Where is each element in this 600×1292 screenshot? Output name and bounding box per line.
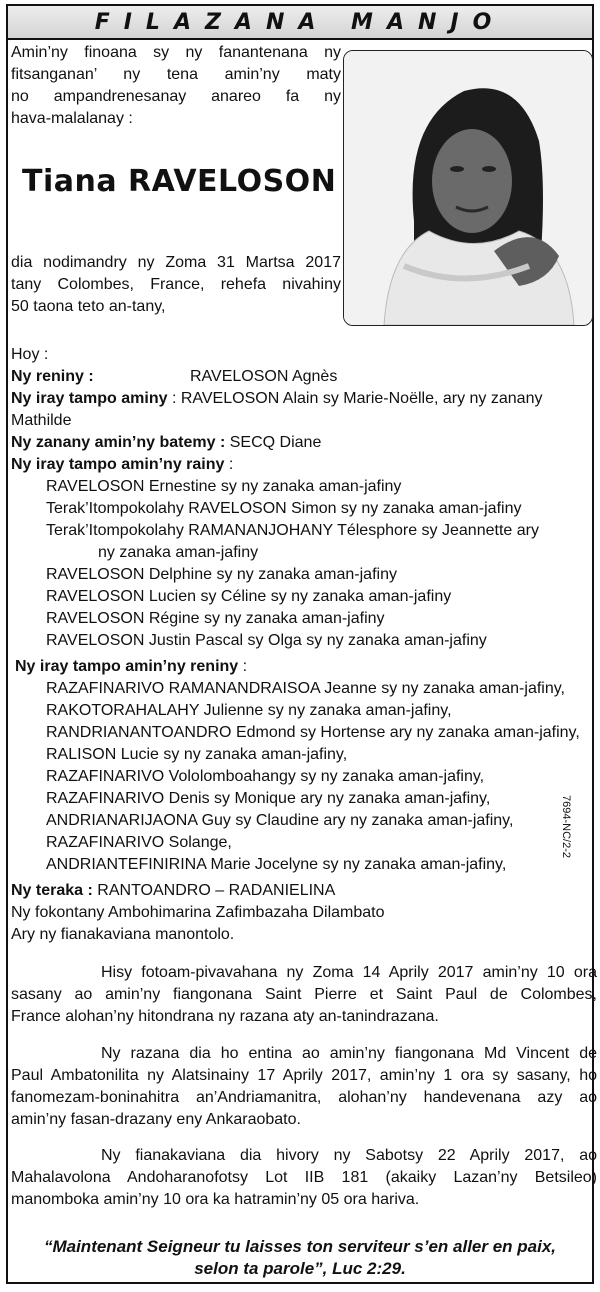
paragraph-ceremony — [11, 962, 597, 1028]
portrait-illustration — [344, 51, 592, 325]
portrait-photo — [343, 50, 593, 326]
siblings-row — [11, 388, 542, 410]
mother-name: RAVELOSON Agnès — [190, 368, 338, 385]
list-item: ANDRIANARIJAONA Guy sy Claudine ary ny zanaka aman-jafiny, — [46, 812, 514, 829]
list-item: RAKOTORAHALAHY Julienne sy ny zanaka aman-jafiny, — [46, 702, 452, 719]
list-item: RANDRIANANTOANDRO Edmond sy Hortense ary ny zanaka aman-jafiny, — [46, 724, 580, 741]
father-side-colon: : — [228, 456, 234, 473]
mother-side-list — [46, 678, 580, 876]
list-item: RAZAFINARIVO Solange, — [46, 834, 232, 851]
deceased-name: Tiana RAVELOSON — [22, 164, 337, 199]
list-item: RAVELOSON Justin Pascal sy Olga sy ny zanaka aman-jafiny — [46, 632, 487, 649]
list-item: ANDRIANTEFINIRINA Marie Jocelyne sy ny zanaka aman-jafiny, — [46, 856, 507, 873]
father-side-label: Ny iray tampo amin’ny rainy — [11, 456, 225, 473]
hoy-label: Hoy : — [11, 346, 49, 363]
sister-in-law-name: SECQ Diane — [229, 434, 322, 451]
intro-line: Amin’ny finoana sy ny fanantenana ny — [11, 44, 341, 61]
reference-code: 7694-NC/2-2 — [560, 795, 572, 858]
siblings-label: Ny iray tampo aminy — [11, 390, 168, 407]
list-item: Terak’Itompokolahy RAMANANJOHANY Télesphore sy Jeannette ary — [46, 522, 539, 539]
relatives-row — [11, 880, 335, 902]
death-info-line: dia nodimandry ny Zoma 31 Martsa 2017 — [11, 254, 341, 271]
mother-row — [11, 366, 94, 388]
list-item: ny zanaka aman-jafiny — [98, 544, 259, 561]
siblings-names: : RAVELOSON Alain sy Marie-Noëlle, ary ny zanany — [171, 390, 543, 407]
paragraph-line: sasany ao amin’ny fiangonana Saint Pierre et Saint Paul de Colombes, — [11, 986, 597, 1003]
quote-line: “Maintenant Seigneur tu laisses ton serviteur s’en aller en paix, — [43, 1237, 557, 1256]
mother-side-colon: : — [242, 658, 248, 675]
death-info-line: tany Colombes, France, rehefa nivahiny — [11, 276, 341, 293]
bible-quote — [0, 1236, 600, 1280]
intro-line: fitsanganan’ ny tena amin’ny maty — [11, 66, 341, 83]
intro-line: hava-malalanay : — [11, 110, 133, 127]
death-info — [11, 252, 341, 318]
list-item: RAVELOSON Delphine sy ny zanaka aman-jafiny — [46, 566, 397, 583]
intro-text — [11, 42, 341, 130]
sister-in-law-label: Ny zanany amin’ny batemy : — [11, 434, 226, 451]
paragraph-line: Paul Ambatonilita ny Alatsinainy 17 Aprily 2017, amin’ny 1 ora sy sasany, ho — [11, 1067, 597, 1084]
paragraph-line: Ny razana dia ho entina ao amin’ny fiangonana Md Vincent de — [101, 1045, 597, 1062]
sister-in-law-row — [11, 432, 321, 454]
intro-line: no ampandrenesanay anareo fa ny — [11, 88, 341, 105]
siblings-cont: Mathilde — [11, 412, 72, 429]
death-info-line: 50 taona teto an-tany, — [11, 298, 166, 315]
paragraph-line: Ny fianakaviana dia hivory ny Sabotsy 22 Aprily 2017, ao — [101, 1147, 597, 1164]
list-item: RAVELOSON Ernestine sy ny zanaka aman-jafiny — [46, 478, 402, 495]
father-side-list — [46, 476, 539, 652]
paragraph-gathering — [11, 1145, 597, 1211]
relatives-names: RANTOANDRO – RADANIELINA — [97, 882, 336, 899]
list-item: RALISON Lucie sy ny zanaka aman-jafiny, — [46, 746, 348, 763]
paragraph-line: Mahalavolona Andoharanofotsy Lot IIB 181 (akaiky Lazan’ny Betsileo) — [11, 1169, 597, 1186]
closing-line: Ary ny fianakaviana manontolo. — [11, 926, 235, 943]
relatives-label: Ny teraka : — [11, 882, 93, 899]
paragraph-burial — [11, 1043, 597, 1131]
paragraph-line: France alohan’ny hitondrana ny razana aty an-tanindrazana. — [11, 1008, 439, 1025]
paragraph-line: Hisy fotoam-pivavahana ny Zoma 14 Aprily 2017 amin’ny 10 ora — [101, 964, 597, 981]
mother-side-row — [15, 656, 247, 678]
list-item: RAZAFINARIVO RAMANANDRAISOA Jeanne sy ny zanaka aman-jafiny, — [46, 680, 565, 697]
fokontany-line: Ny fokontany Ambohimarina Zafimbazaha Dilambato — [11, 904, 385, 921]
list-item: RAZAFINARIVO Denis sy Monique ary ny zanaka aman-jafiny, — [46, 790, 491, 807]
father-side-row — [11, 454, 233, 476]
list-item: RAZAFINARIVO Vololomboahangy sy ny zanaka aman-jafiny, — [46, 768, 485, 785]
paragraph-line: fanomezam-boninahitra an’Andriamanitra, alohan’ny handevenana azy ao — [11, 1089, 597, 1106]
list-item: RAVELOSON Lucien sy Céline sy ny zanaka aman-jafiny — [46, 588, 452, 605]
paragraph-line: manomboka amin’ny 10 ora ka hatramin’ny 05 ora hariva. — [11, 1191, 420, 1208]
quote-line: selon ta parole”, Luc 2:29. — [194, 1259, 406, 1278]
notice-header — [8, 6, 592, 40]
paragraph-line: amin’ny fasan-drazany eny Ankaraobato. — [11, 1111, 301, 1128]
mother-side-label: Ny iray tampo amin’ny reniny — [15, 658, 239, 675]
mother-label: Ny reniny : — [11, 368, 94, 385]
notice-title: FILAZANA MANJO — [94, 9, 506, 35]
list-item: Terak’Itompokolahy RAVELOSON Simon sy ny zanaka aman-jafiny — [46, 500, 522, 517]
list-item: RAVELOSON Régine sy ny zanaka aman-jafiny — [46, 610, 385, 627]
